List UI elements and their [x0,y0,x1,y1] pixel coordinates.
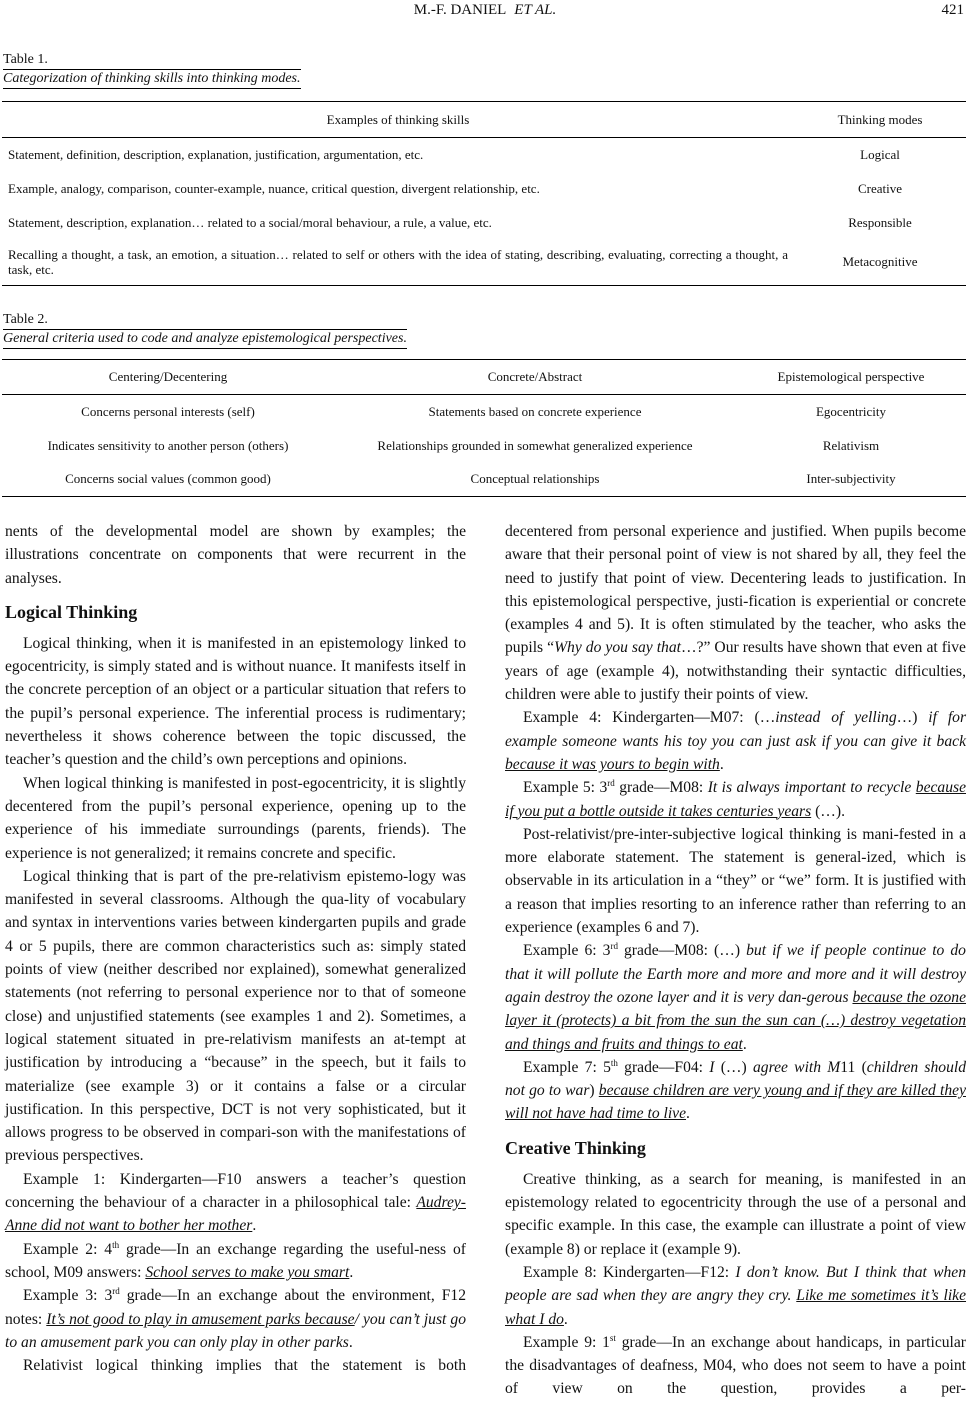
table-cell: Relationships grounded in somewhat generalized experience [377,437,693,453]
table-row [2,138,966,172]
ordinal-suffix: rd [610,941,618,952]
text-run: Post-relativist/pre-inter-subjective logical thinking is mani-fested in a more elaborate statement. The statement is general-ized, which is observable in its articulation in a “they” or “we” form. It is justified with a reason that implies resorting to an inference rather than referring to an experience (examples 6 and 7). [505,825,966,937]
quoted-speech: I [709,1058,715,1076]
table-cell: Example, analogy, comparison, counter-example, nuance, critical question, divergent relationship, etc. [8,181,540,196]
table-cell: Responsible [848,214,912,230]
paragraph [505,939,966,1055]
ordinal-suffix: th [112,1239,120,1250]
paragraph [505,776,966,823]
text-run: Example 8: Kindergarten—F12: [523,1263,736,1281]
paragraph [5,1284,466,1354]
quoted-justification: Audrey-Anne did not want to bother her mother [5,1194,466,1235]
quoted-justification: Like me sometimes it’s like what I do [505,1287,967,1328]
table-cell: Statement, definition, description, explanation, justification, argumentation, etc. [8,147,424,163]
table2-header: Concrete/Abstract [487,369,583,384]
table2 [2,359,966,497]
text-run: nents of the developmental model are shown by examples; the illustrations concentrate on components that were recurrent in the analyses. [5,523,466,587]
quoted-speech: I don’t know. But I think that when people are sad when they are angry they cry. [505,1263,967,1305]
ordinal-suffix: th [610,1057,618,1068]
table-row [2,172,966,206]
right-column [505,520,966,1401]
paragraph [505,706,966,776]
text-run: 11 ( [840,1058,867,1076]
ordinal-suffix: rd [607,778,615,789]
quoted-speech: but if we if people continue to do that it will pollute the Earth more and more and more and it will destroy again destroy the ozone layer and it is very dan-gerous [505,942,966,1006]
paragraph [505,1168,966,1261]
table-cell: Statement, description, explanation… related to a social/moral behaviour, a rule, a value, etc. [8,215,492,230]
quoted-speech: agree with M [752,1058,841,1076]
table-row [2,206,966,240]
table-cell: Logical [860,146,900,162]
quoted-justification: because if you put a bottle outside it takes centuries years [505,779,966,820]
ordinal-suffix: st [609,1332,616,1343]
text-run: . [348,1333,353,1351]
text-run: ) [589,1082,599,1100]
text-run: When logical thinking is manifested in post-egocentricity, it is slightly decentered from the pupil’s personal experience, opening up to the experience of his immediate surroundings (parents, friends). The experience is not generalized; it remains concrete and specific. [5,774,466,862]
text-run: Example 3: 3 [23,1287,113,1305]
text-run: grade—In an exchange about the environment, F12 notes: [5,1287,466,1328]
quoted-speech: It is always important to recycle [707,779,916,797]
text-run: Example 1: Kindergarten—F10 answers a teacher’s question concerning the behaviour of a character in a philosophical tale: [5,1170,466,1212]
table-cell: Concerns personal interests (self) [81,403,255,419]
text-run: Example 7: 5 [523,1058,611,1076]
text-run: . [719,755,724,773]
paragraph [505,1261,966,1331]
table1-header: Examples of thinking skills [326,111,470,127]
text-run: Relativist logical thinking implies that the statement is both [23,1357,466,1375]
table-row [2,429,966,463]
table1-title: Categorization of thinking skills into thinking modes. [3,69,301,89]
table-cell: Inter-subjectivity [806,471,896,487]
table2-caption [3,311,407,349]
quoted-justification: because children are very young and if they are killed they will not have had time to live [505,1082,966,1123]
table1-caption [3,51,301,89]
text-run: . [686,1105,690,1123]
table-cell: Relativism [822,437,880,453]
quoted-justification: School serves to make you smart [145,1263,350,1281]
quoted-speech: if for example someone wants his toy you can just ask if you can give it back [505,709,967,750]
table1-header: Thinking modes [837,111,923,127]
text-run: grade—M08: [614,779,708,797]
quoted-speech: instead of yelling [775,709,897,727]
text-run: grade—In an exchange regarding the useful-ness of school, M09 answers: [5,1240,466,1281]
table-cell: Conceptual relationships [470,471,600,487]
text-run: . [349,1263,354,1281]
table-row [2,395,966,429]
text-run: Logical thinking, when it is manifested in an epistemology linked to egocentricity, is simply stated and is without nuance. It manifests itself in the concrete perception of an object or a particular situation that refers to the pupil’s personal experience. The inferential process is rudimentary; nevertheless it shows coherence between the topic discussed, the teacher’s question and the child’s own perceptions and opinions. [5,634,466,769]
section-heading: Creative Thinking [505,1137,646,1158]
paragraph [505,520,966,706]
paragraph [5,1168,466,1238]
text-run: . [563,1310,568,1328]
text-run: (…). [811,802,845,820]
paragraph [505,1331,966,1401]
text-run: Creative thinking, as a search for meaning, is manifested in an epistemology related to egocentricity through the use of a personal and specific example. In this case, the example can illustrate a point of view (example 8) or replace it (example 9). [505,1170,966,1258]
header-etal: ET AL. [514,2,557,18]
quoted-justification: It’s not good to play in amusement parks because [46,1310,355,1328]
page-number: 421 [941,2,964,18]
paragraph [5,772,466,865]
text-run: Logical thinking that is part of the pre-relativism epistemo-logy was manifested in several classrooms. Although the qua-lity of vocabulary and syntax in interventions varies between kindergarten pupils and grade 4 or 5 pupils, there are common characteristics such as: simply stated points of view (neither described nor explained), somewhat generalized statements (not referring to personal experience nor to that of someone close) and unjustified statements (see examples 1 and 2). Sometimes, a logical statement situated in pre-relativism manifests an at-tempt at justification by introducing a “because” in the speech, but it fails to materialize (see example 3) or it contains a false or a circular justification. In this perspective, DCT is not very sophisticated, but it allows progress to be observed in compari-son with the manifestations of previous perspectives. [5,867,466,1165]
table2-header: Centering/Decentering [108,369,228,384]
left-column [5,520,466,1377]
table-cell: Indicates sensitivity to another person (others) [47,437,289,453]
table-cell: Creative [857,180,903,196]
paragraph [5,520,466,590]
text-run: grade—In an exchange about handicaps, in particular the disadvantages of deafness, M04, who does not seem to have a point of view on the question, provides a per- [505,1333,966,1398]
paragraph [5,1238,466,1285]
ordinal-suffix: rd [112,1286,120,1297]
text-run: grade—M08: (…) [617,942,747,960]
running-header [0,2,970,19]
table-cell: Egocentricity [815,403,887,419]
text-run: Example 5: 3 [523,779,608,797]
paragraph [505,1056,966,1126]
table-cell: Concerns social values (common good) [65,471,271,487]
text-run: . [742,1035,747,1053]
text-run: Example 2: 4 [23,1240,113,1258]
table-row [2,240,966,286]
table1 [2,101,966,286]
quoted-speech: / you can’t just go to an amusement park you can only play in other parks [5,1310,466,1351]
table2-header: Epistemological perspective [777,369,925,384]
text-run: Example 9: 1 [523,1333,610,1351]
text-run: Example 4: Kindergarten—M07: (… [523,709,776,727]
text-run: . [252,1217,257,1235]
paragraph [5,1354,466,1377]
text-run: grade—F04: [617,1058,710,1076]
table1-header-row [2,102,966,138]
table2-label: Table 2. [3,312,48,327]
text-run: …?” Our results have shown that even at five years of age (example 4), notwithstanding their syntactic difficulties, children were able to justify their points of view. [505,639,966,704]
table-cell: Recalling a thought, a task, an emotion, a situation… related to self or others with the idea of stating, describing, evaluating, correcting a thought, a task, etc. [8,247,788,278]
table-cell: Metacognitive [842,254,918,270]
table-cell: Statements based on concrete experience [428,403,642,419]
text-run: (…) [714,1058,753,1076]
text-run: decentered from personal experience and justified. When pupils become aware that their personal point of view is not shared by all, they feel the need to justify that point of view. Decentering leads to justification. In this epistemological perspective, justi-fication is experiential or concrete (examples 4 and 5). It is often stimulated by the teacher, who asks the pupils “ [505,523,966,657]
paragraph [505,823,966,939]
paragraph [5,632,466,772]
quoted-justification: because it was yours to begin with [505,755,720,773]
table2-title: General criteria used to code and analyze epistemological perspectives. [3,329,407,349]
section-heading: Logical Thinking [5,601,138,622]
quoted-justification: because the ozone layer it (protects) a bit from the sun the sun can (…) destroy vegetation and things and fruits and things to eat [505,988,967,1053]
paragraph [5,865,466,1168]
header-author: M.-F. DANIEL [413,2,507,18]
quoted-speech: Why do you say that [554,639,681,657]
text-run: Example 6: 3 [523,942,611,960]
text-run: …) [896,709,929,727]
table-row [2,463,966,497]
table1-label: Table 1. [3,52,48,67]
quoted-speech: children should not go to war [505,1058,967,1100]
table2-header-row [2,360,966,395]
